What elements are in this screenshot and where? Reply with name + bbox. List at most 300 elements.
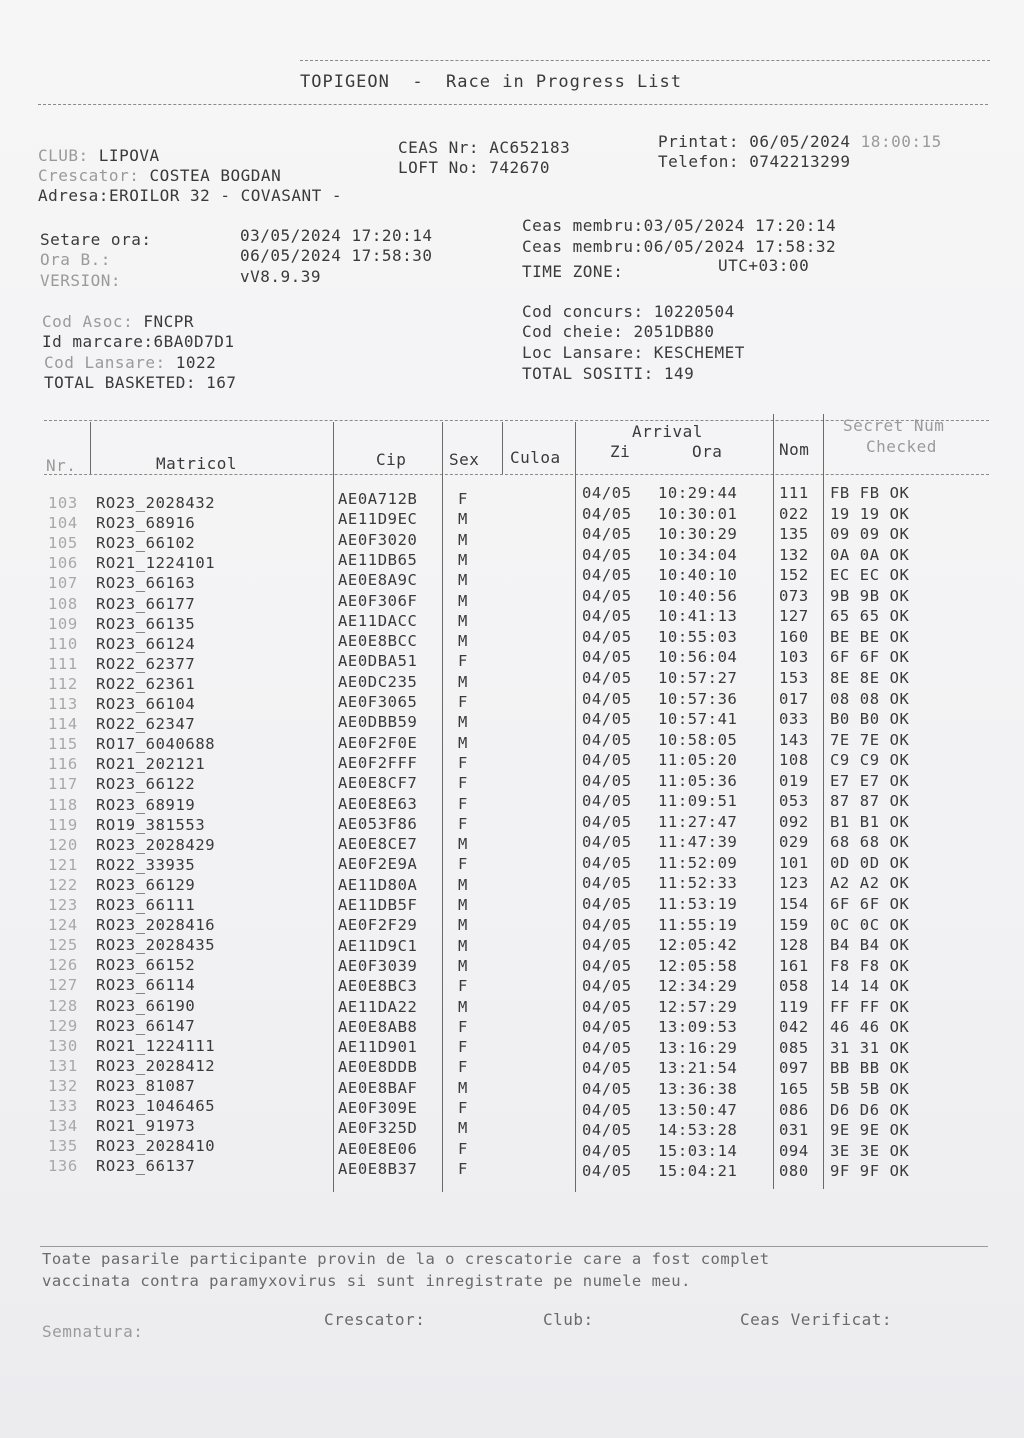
table-row	[0, 566, 1024, 593]
secret-checked: E7 E7 OK	[830, 771, 910, 790]
arrival-time: 10:40:10	[658, 566, 738, 585]
table-row	[0, 545, 1024, 573]
arrival-day: 04/05	[582, 853, 632, 872]
nom-code: 159	[779, 915, 809, 934]
ring-number: RO23_66111	[96, 896, 196, 914]
sex: M	[458, 571, 468, 590]
arrival-time: 13:36:38	[658, 1079, 738, 1098]
col-header-checked: Checked	[866, 437, 937, 456]
arrival-day: 04/05	[582, 1038, 632, 1057]
race-code-label: Cod concurs:	[522, 302, 654, 321]
race-code-value: 10220504	[653, 302, 735, 321]
sex: F	[458, 753, 468, 772]
version-label: VERSION:	[40, 271, 122, 290]
chip-id: AE0F306F	[338, 591, 418, 610]
table-row	[0, 525, 1024, 553]
nom-code: 103	[779, 648, 809, 667]
sex: F	[458, 855, 468, 874]
report-title: TOPIGEON - Race in Progress List	[300, 72, 682, 92]
col-header-color: Culoa	[510, 448, 561, 467]
chip-id: AE0E8BCC	[338, 632, 418, 651]
secret-checked: 7E 7E OK	[830, 730, 910, 749]
arrival-time: 10:57:36	[658, 689, 738, 708]
ring-number: RO23_66152	[96, 956, 196, 975]
secret-checked: 3E 3E OK	[830, 1141, 910, 1160]
ring-number: RO21_1224101	[96, 554, 216, 573]
clock-verified-label: Ceas Verificat:	[740, 1310, 892, 1329]
breeder-sign-label: Crescator:	[324, 1310, 426, 1329]
sex: F	[458, 652, 468, 671]
row-number: 103	[48, 494, 78, 512]
secret-checked: 9E 9E OK	[830, 1121, 910, 1140]
nom-code: 128	[779, 936, 809, 955]
loft-no-value: 742670	[489, 158, 550, 177]
row-number: 127	[48, 976, 78, 995]
arrival-day: 04/05	[582, 915, 632, 934]
table-row	[0, 586, 1024, 613]
nom-code: 094	[779, 1141, 809, 1160]
table-row	[0, 484, 1024, 512]
marking-id-label: Id marcare:	[42, 332, 154, 351]
chip-id: AE0E8DDB	[338, 1058, 418, 1077]
time-zone-label: TIME ZONE:	[522, 262, 624, 281]
secret-checked: 9F 9F OK	[830, 1162, 910, 1181]
sex: M	[458, 632, 468, 651]
col-header-day: Zi	[610, 442, 631, 461]
arrival-time: 10:30:01	[658, 504, 738, 523]
ring-number: RO23_2028432	[96, 494, 216, 512]
arrival-day: 04/05	[582, 525, 632, 544]
arrival-day: 04/05	[582, 1059, 632, 1078]
sex: M	[458, 733, 468, 752]
ring-number: RO23_66102	[96, 534, 196, 553]
arrival-time: 13:09:53	[658, 1018, 738, 1037]
arrival-time: 14:53:28	[658, 1121, 738, 1140]
nom-code: 058	[779, 977, 809, 996]
release-place-label: Loc Lansare:	[522, 343, 654, 362]
chip-id: AE0E8CE7	[338, 835, 418, 854]
sex: M	[458, 611, 468, 630]
arrival-day: 04/05	[582, 710, 632, 729]
arrival-day: 04/05	[582, 607, 632, 626]
breeder-label: Crescator:	[38, 166, 150, 185]
arrival-time: 12:05:42	[658, 936, 738, 955]
sex: F	[458, 814, 468, 833]
col-divider	[90, 422, 91, 474]
arrival-day: 04/05	[582, 895, 632, 913]
table-row	[0, 916, 1024, 937]
ring-number: RO23_68919	[96, 795, 196, 814]
ring-number: RO23_66129	[96, 875, 196, 894]
secret-checked: 87 87 OK	[830, 792, 910, 811]
arrival-time: 15:03:14	[658, 1141, 738, 1160]
secret-checked: 8E 8E OK	[830, 668, 910, 687]
secret-checked: FB FB OK	[830, 484, 910, 502]
arrival-day: 04/05	[582, 751, 632, 770]
row-number: 130	[48, 1036, 78, 1055]
ring-number: RO23_66177	[96, 594, 196, 613]
arrival-day: 04/05	[582, 689, 632, 708]
nom-code: 033	[779, 710, 809, 729]
secret-checked: 46 46 OK	[830, 1018, 910, 1037]
col-header-sex: Sex	[449, 450, 480, 469]
nom-code: 119	[779, 997, 809, 1016]
sex: M	[458, 896, 468, 914]
club-label: CLUB:	[38, 146, 99, 165]
nom-code: 111	[779, 484, 809, 502]
row-number: 128	[48, 996, 78, 1015]
row-number: 123	[48, 896, 78, 914]
col-header-ring: Matricol	[156, 454, 238, 473]
chip-id: AE0E8B37	[338, 1159, 418, 1178]
nom-code: 022	[779, 504, 809, 523]
ring-number: RO19_381553	[96, 815, 206, 834]
nom-code: 086	[779, 1100, 809, 1119]
nom-code: 085	[779, 1038, 809, 1057]
arrival-time: 10:58:05	[658, 730, 738, 749]
printed-time-value: 18:00:15	[860, 132, 942, 151]
arrival-day: 04/05	[582, 730, 632, 749]
row-number: 119	[48, 815, 78, 834]
secret-checked: 31 31 OK	[830, 1038, 910, 1057]
member-clock-2-label: Ceas membru:	[522, 237, 644, 256]
nom-code: 031	[779, 1121, 809, 1140]
sex: F	[458, 774, 468, 793]
nom-code: 101	[779, 853, 809, 872]
ring-number: RO23_2028416	[96, 916, 216, 935]
secret-checked: 6F 6F OK	[830, 648, 910, 667]
row-number: 126	[48, 956, 78, 975]
secret-checked: A2 A2 OK	[830, 874, 910, 893]
chip-id: AE0F2E9A	[338, 855, 418, 874]
sex: M	[458, 835, 468, 854]
ring-number: RO23_2028429	[96, 835, 216, 854]
chip-id: AE0E8A9C	[338, 571, 418, 590]
nom-code: 053	[779, 792, 809, 811]
table-row	[0, 874, 1024, 895]
chip-id: AE0E8BAF	[338, 1078, 418, 1097]
nom-code: 080	[779, 1162, 809, 1181]
table-row	[0, 751, 1024, 772]
arrival-day: 04/05	[582, 1121, 632, 1140]
arrival-day: 04/05	[582, 1079, 632, 1098]
assoc-code-label: Cod Asoc:	[42, 312, 144, 331]
nom-code: 108	[779, 751, 809, 770]
arrival-time: 13:50:47	[658, 1100, 738, 1119]
sex: M	[458, 550, 468, 569]
row-number: 104	[48, 514, 78, 533]
table-row	[0, 504, 1024, 533]
row-number: 135	[48, 1137, 78, 1156]
row-number: 110	[48, 634, 78, 653]
ring-number: RO23_66147	[96, 1016, 196, 1035]
arrival-time: 10:41:13	[658, 607, 738, 626]
arrival-day: 04/05	[582, 545, 632, 564]
total-basketed-value: 167	[206, 373, 237, 392]
time-set-value: 03/05/2024 17:20:14	[240, 226, 433, 245]
table-row	[0, 895, 1024, 916]
row-number: 109	[48, 614, 78, 633]
sex: F	[458, 1139, 468, 1158]
arrival-time: 10:56:04	[658, 648, 738, 667]
secret-checked: 65 65 OK	[830, 607, 910, 626]
table-row	[0, 607, 1024, 633]
sex: M	[458, 997, 468, 1016]
arrival-day: 04/05	[582, 586, 632, 605]
arrival-time: 10:34:04	[658, 545, 738, 564]
sex: M	[458, 956, 468, 975]
secret-checked: 0D 0D OK	[830, 853, 910, 872]
secret-checked: F8 F8 OK	[830, 956, 910, 975]
table-row	[0, 690, 1024, 711]
sex: M	[458, 1119, 468, 1138]
secret-checked: EC EC OK	[830, 566, 910, 585]
col-header-nom: Nom	[779, 440, 810, 459]
row-number: 118	[48, 795, 78, 814]
arrival-day: 04/05	[582, 484, 632, 502]
row-number: 121	[48, 855, 78, 874]
row-number: 113	[48, 695, 78, 713]
arrival-time: 13:21:54	[658, 1059, 738, 1078]
declaration-line-1: Toate pasarile participante provin de la o crescatorie care a fost complet	[42, 1250, 770, 1268]
table-row	[0, 731, 1024, 752]
clock-nr-value: AC652183	[489, 138, 571, 157]
sex: M	[458, 672, 468, 691]
nom-code: 017	[779, 689, 809, 708]
row-number: 111	[48, 654, 78, 673]
nom-code: 092	[779, 812, 809, 831]
row-number: 125	[48, 936, 78, 955]
secret-checked: 9B 9B OK	[830, 586, 910, 605]
ring-number: RO23_66190	[96, 996, 196, 1015]
chip-id: AE0F3020	[338, 530, 418, 549]
total-arrived-label: TOTAL SOSITI:	[522, 364, 664, 383]
marking-id-value: 6BA0D7D1	[153, 332, 235, 351]
sex: F	[458, 794, 468, 813]
arrival-time: 13:16:29	[658, 1038, 738, 1057]
arrival-day: 04/05	[582, 504, 632, 523]
nom-code: 153	[779, 668, 809, 687]
chip-id: AE11DA22	[338, 997, 418, 1016]
ring-number: RO23_66135	[96, 614, 196, 633]
arrival-time: 12:57:29	[658, 997, 738, 1016]
chip-id: AE11DB5F	[338, 896, 418, 914]
col-header-secret: Secret Num	[843, 416, 945, 435]
arrival-day: 04/05	[582, 1100, 632, 1119]
arrival-day: 04/05	[582, 997, 632, 1016]
sex: F	[458, 1038, 468, 1057]
ring-number: RO23_2028412	[96, 1056, 216, 1075]
chip-id: AE11D9C1	[338, 936, 418, 955]
chip-id: AE0F325D	[338, 1119, 418, 1138]
secret-checked: 0C 0C OK	[830, 915, 910, 934]
secret-checked: 19 19 OK	[830, 504, 910, 523]
row-number: 106	[48, 554, 78, 573]
total-basketed-label: TOTAL BASKETED:	[44, 373, 207, 392]
nom-code: 152	[779, 566, 809, 585]
printed-label: Printat:	[658, 132, 750, 151]
row-number: 134	[48, 1117, 78, 1136]
table-row	[0, 792, 1024, 813]
row-number: 132	[48, 1076, 78, 1095]
loft-no-label: LOFT No:	[398, 158, 490, 177]
secret-checked: 0A 0A OK	[830, 545, 910, 564]
ring-number: RO23_2028435	[96, 936, 216, 955]
arrival-time: 12:34:29	[658, 977, 738, 996]
arrival-day: 04/05	[582, 977, 632, 996]
arrival-day: 04/05	[582, 833, 632, 852]
chip-id: AE0E8AB8	[338, 1017, 418, 1036]
time-zone-value: UTC+03:00	[718, 256, 810, 275]
nom-code: 143	[779, 730, 809, 749]
secret-checked: BE BE OK	[830, 627, 910, 646]
arrival-time: 15:04:21	[658, 1162, 738, 1181]
arrival-day: 04/05	[582, 812, 632, 831]
ring-number: RO23_66122	[96, 775, 196, 794]
signature-label: Semnatura:	[42, 1322, 144, 1341]
ring-number: RO21_202121	[96, 755, 206, 774]
secret-checked: D6 D6 OK	[830, 1100, 910, 1119]
chip-id: AE11D901	[338, 1038, 418, 1057]
ring-number: RO22_62377	[96, 654, 196, 673]
arrival-day: 04/05	[582, 956, 632, 975]
arrival-time: 11:05:36	[658, 771, 738, 790]
sex: M	[458, 530, 468, 549]
table-row	[0, 936, 1024, 957]
table-row	[0, 854, 1024, 875]
member-clock-1-value: 03/05/2024 17:20:14	[643, 216, 837, 235]
table-row	[0, 813, 1024, 834]
arrival-day: 04/05	[582, 627, 632, 646]
chip-id: AE11DACC	[338, 611, 418, 630]
nom-code: 042	[779, 1018, 809, 1037]
sex: F	[458, 1159, 468, 1178]
secret-checked: 14 14 OK	[830, 977, 910, 996]
arrival-time: 10:57:27	[658, 668, 738, 687]
nom-code: 127	[779, 607, 809, 626]
sex: F	[458, 1058, 468, 1077]
chip-id: AE0F2FFF	[338, 753, 418, 772]
arrival-time: 11:05:20	[658, 751, 738, 770]
row-number: 131	[48, 1056, 78, 1075]
club-value: LIPOVA	[98, 146, 160, 165]
row-number: 114	[48, 715, 78, 734]
table-row	[0, 833, 1024, 854]
arrival-time: 11:47:39	[658, 833, 738, 852]
secret-checked: 6F 6F OK	[830, 895, 910, 913]
table-row	[0, 710, 1024, 734]
col-header-nr: Nr.	[46, 456, 77, 475]
chip-id: AE0F2F29	[338, 916, 418, 935]
arrival-day: 04/05	[582, 874, 632, 893]
row-number: 129	[48, 1016, 78, 1035]
arrival-day: 04/05	[582, 1162, 632, 1181]
chip-id: AE0E8E63	[338, 794, 418, 813]
arrival-time: 10:55:03	[658, 627, 738, 646]
secret-checked: 5B 5B OK	[830, 1079, 910, 1098]
arrival-time: 11:53:19	[658, 895, 738, 913]
address-label: Adresa:	[38, 186, 109, 205]
arrival-day: 04/05	[582, 566, 632, 585]
assoc-code-value: FNCPR	[143, 312, 194, 331]
total-arrived-value: 149	[663, 364, 695, 383]
sex: F	[458, 1099, 468, 1117]
chip-id: AE11D80A	[338, 875, 418, 894]
table-row	[0, 648, 1024, 673]
row-number: 115	[48, 735, 78, 754]
nom-code: 097	[779, 1059, 809, 1078]
arrival-time: 10:29:44	[658, 484, 738, 502]
chip-id: AE053F86	[338, 814, 418, 833]
row-number: 122	[48, 875, 78, 894]
arrival-day: 04/05	[582, 668, 632, 687]
time-b-value: 06/05/2024 17:58:30	[240, 246, 433, 265]
ring-number: RO23_66163	[96, 574, 196, 593]
sex: F	[458, 1017, 468, 1036]
nom-code: 073	[779, 586, 809, 605]
chip-id: AE0F3039	[338, 956, 418, 975]
sex: M	[458, 591, 468, 610]
sex: M	[458, 1078, 468, 1097]
arrival-time: 11:55:19	[658, 915, 738, 934]
club-sign-label: Club:	[543, 1310, 594, 1329]
arrival-day: 04/05	[582, 936, 632, 955]
ring-number: RO17_6040688	[96, 735, 216, 754]
footer-rule	[40, 1246, 988, 1247]
sex: F	[458, 977, 468, 996]
address-value: EROILOR 32 - COVASANT -	[108, 186, 342, 205]
table-row	[0, 772, 1024, 793]
row-number: 107	[48, 574, 78, 593]
ring-number: RO22_62347	[96, 715, 196, 734]
ring-number: RO21_1224111	[96, 1036, 216, 1055]
title-bottom-rule	[38, 104, 988, 105]
ring-number: RO23_66114	[96, 976, 196, 995]
sex: M	[458, 713, 468, 732]
col-header-hour: Ora	[692, 442, 723, 461]
chip-id: AE0F309E	[338, 1099, 418, 1117]
secret-checked: B0 B0 OK	[830, 710, 910, 729]
version-value: vV8.9.39	[240, 267, 322, 286]
phone-value: 0742213299	[749, 152, 851, 171]
ring-number: RO23_66124	[96, 634, 196, 653]
chip-id: AE11DB65	[338, 550, 418, 569]
chip-id: AE0DC235	[338, 672, 418, 691]
secret-checked: B4 B4 OK	[830, 936, 910, 955]
nom-code: 132	[779, 545, 809, 564]
sex: F	[458, 693, 468, 711]
secret-checked: FF FF OK	[830, 997, 910, 1016]
arrival-time: 10:57:41	[658, 710, 738, 729]
secret-checked: C9 C9 OK	[830, 751, 910, 770]
row-number: 112	[48, 674, 78, 693]
col-divider	[502, 422, 503, 474]
sex: M	[458, 510, 468, 529]
ring-number: RO21_91973	[96, 1117, 196, 1136]
arrival-time: 11:09:51	[658, 792, 738, 811]
release-code-value: 1022	[175, 353, 217, 372]
row-number: 108	[48, 594, 78, 613]
secret-checked: 08 08 OK	[830, 689, 910, 708]
table-row	[0, 998, 1024, 1019]
arrival-time: 10:30:29	[658, 525, 738, 544]
row-number: 120	[48, 835, 78, 854]
ring-number: RO23_2028410	[96, 1137, 216, 1156]
arrival-time: 11:52:33	[658, 874, 738, 893]
nom-code: 135	[779, 525, 809, 544]
row-number: 105	[48, 534, 78, 553]
title-top-rule	[300, 60, 990, 61]
